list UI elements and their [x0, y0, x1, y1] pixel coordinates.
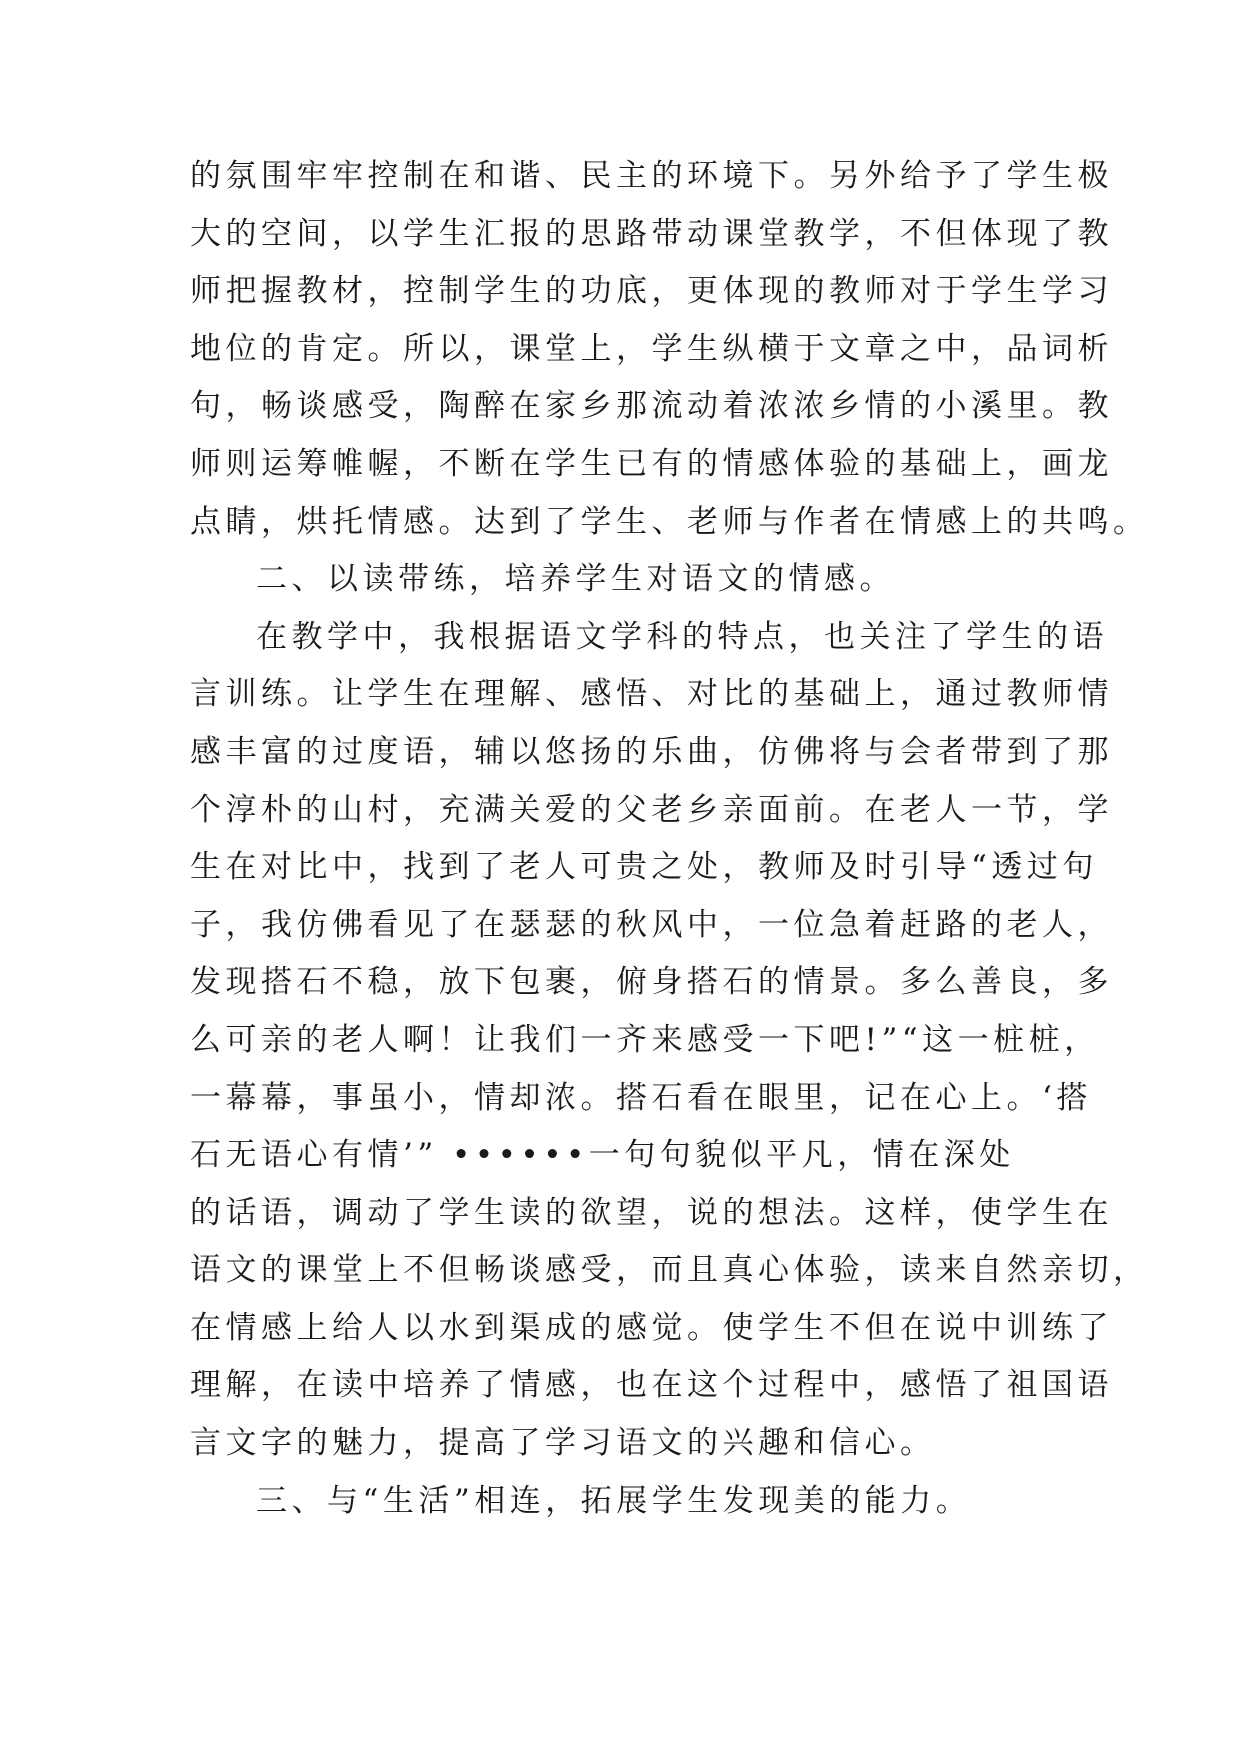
- text-line: 在教学中，我根据语文学科的特点，也关注了学生的语: [256, 618, 1108, 655]
- text-line: 么可亲的老人啊！让我们一齐来感受一下吧!”“这一桩桩，: [190, 1021, 1100, 1058]
- text-line: 点睛，烘托情感。达到了学生、老师与作者在情感上的共鸣。: [190, 503, 1149, 540]
- section-heading: 二、以读带练，培养学生对语文的情感。: [256, 561, 895, 598]
- text-line: 理解，在读中培养了情感，也在这个过程中，感悟了祖国语: [190, 1367, 1113, 1404]
- text-line: 石无语心有情’” ••••••一句句貌似平凡，情在深处: [190, 1137, 1015, 1174]
- text-line: 言文字的魅力，提高了学习语文的兴趣和信心。: [190, 1425, 936, 1462]
- text-line: 师把握教材，控制学生的功底，更体现的教师对于学生学习: [190, 273, 1113, 310]
- text-line: 的话语，调动了学生读的欲望，说的想法。这样，使学生在: [190, 1194, 1113, 1231]
- text-line: 子，我仿佛看见了在瑟瑟的秋风中，一位急着赶路的老人，: [190, 906, 1113, 943]
- text-line: 师则运筹帷幄，不断在学生已有的情感体验的基础上，画龙: [190, 445, 1113, 482]
- text-line: 个淳朴的山村，充满关爱的父老乡亲面前。在老人一节，学: [190, 791, 1113, 828]
- text-line: 言训练。让学生在理解、感悟、对比的基础上，通过教师情: [190, 676, 1113, 713]
- text-line: 大的空间，以学生汇报的思路带动课堂教学，不但体现了教: [190, 215, 1113, 252]
- document-page: [190, 148, 1149, 1530]
- text-line: 在情感上给人以水到渠成的感觉。使学生不但在说中训练了: [190, 1309, 1113, 1346]
- text-line: 生在对比中，找到了老人可贵之处，教师及时引导“透过句: [190, 849, 1098, 886]
- text-line: 一幕幕，事虽小，情却浓。搭石看在眼里，记在心上。‘搭: [190, 1079, 1092, 1116]
- text-line: 句，畅谈感受，陶醉在家乡那流动着浓浓乡情的小溪里。教: [190, 388, 1113, 425]
- text-line: 发现搭石不稳，放下包裹，俯身搭石的情景。多么善良，多: [190, 964, 1113, 1001]
- text-line: 语文的课堂上不但畅谈感受，而且真心体验，读来自然亲切，: [190, 1252, 1149, 1289]
- text-line: 地位的肯定。所以，课堂上，学生纵横于文章之中，品词析: [190, 330, 1113, 367]
- text-line: 感丰富的过度语，辅以悠扬的乐曲，仿佛将与会者带到了那: [190, 733, 1113, 770]
- section-heading: 三、与“生活”相连，拓展学生发现美的能力。: [256, 1482, 972, 1519]
- text-line: 的氛围牢牢控制在和谐、民主的环境下。另外给予了学生极: [190, 158, 1113, 194]
